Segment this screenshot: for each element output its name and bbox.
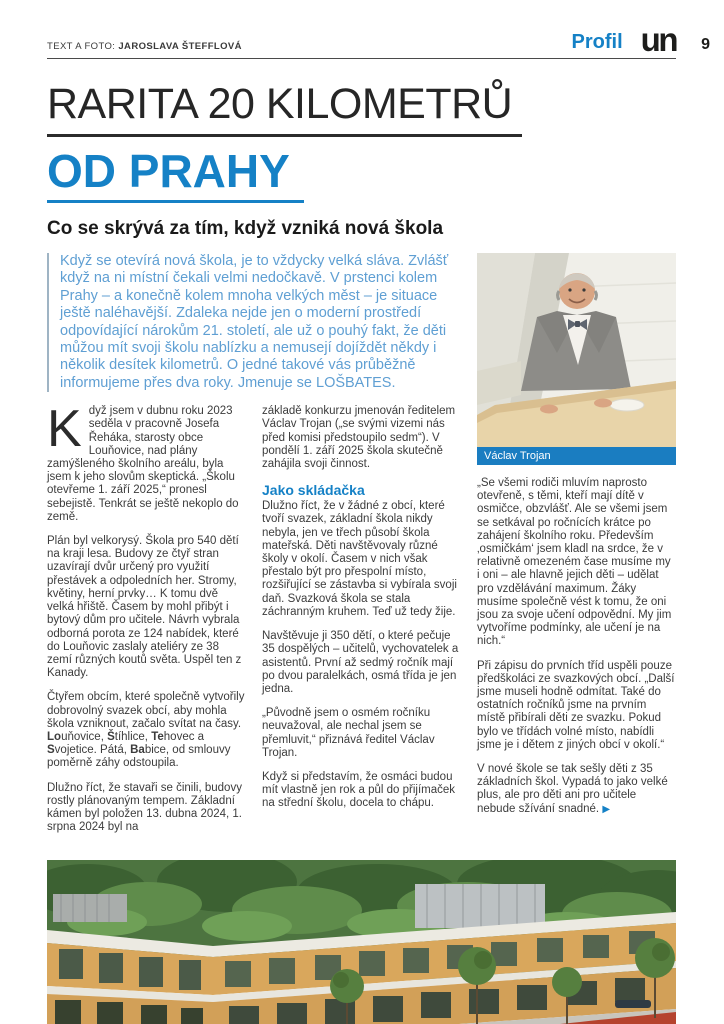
page-number: 9 <box>701 36 710 53</box>
photo-credit: TEXT A FOTO: JAROSLAVA ŠTEFFLOVÁ <box>47 41 242 52</box>
article-title-line2: OD PRAHY <box>47 147 304 203</box>
continue-arrow-icon: ▶ <box>602 803 611 815</box>
body-paragraph: „Původně jsem o osmém ročníku neuvažoval, ale nechal jsem se přemluvit,“ přiznává ředitel Václav Trojan. <box>262 707 435 759</box>
credit-author: JAROSLAVA ŠTEFFLOVÁ <box>118 41 242 52</box>
body-paragraph: Plán byl velkorysý. Škola pro 540 dětí na kraji lesa. Budovy ze čtyř stran uzavírají dvůr určený pro využití přestávek a odpoledních her. Stromy, květiny, herní prvky… K tomu dvě velká hřiště. Časem by mohl přibýt i bytový dům pro učitele. Návrh vybrala odborná porota ze 124 nabídek, které do Louňovic zaslaly ateliéry ze 38 zemí různých koutů světa. Uspěl ten z Kanady. <box>47 535 242 680</box>
text-column-3 <box>477 477 676 816</box>
portrait-photo <box>477 253 676 465</box>
body-paragraph: Když si představím, že osmáci budou mít vlastně jen rok a půl do přijímaček na střední školu, docela to chápu. <box>262 770 456 810</box>
magazine-logo: un <box>640 21 676 58</box>
body-paragraph: Navštěvuje ji 350 dětí, o které pečuje 35 dospělých – učitelů, vychovatelek a asistentů. První až sedmý ročník mají po dvou paralelkách, osmá třída je jen jedna. <box>262 630 459 695</box>
body-paragraph: Když jsem v dubnu roku 2023 seděla v pracovně Josefa Řeháka, starosty obce Louňovice, nad plány zamýšleného školního areálu, byla jsem k jeho slovům skeptická. „Školu otevřeme 1. září 2025,“ pronesl sebejistě. Tenkrát se ještě nekoplo do země. <box>47 400 239 523</box>
body-paragraph: Čtyřem obcím, které společně vytvořily dobrovolný svazek obcí, aby mohla škola vzniknout, začalo svítat na časy. Louňovice, Štíhlice, Tehovec a Svojetice. Pátá, Babice, od smlouvy poměrně záhy odstoupila. <box>47 691 245 770</box>
body-paragraph: Při zápisu do prvních tříd uspěli pouze předškoláci ze svazkových obcí. „Další jsme museli hodně odmítat. Také do ostatních ročníků jsme na prvním místě přibírali děti ze svazku. Pokud bylo ve třídách volné místo, nabídli jsme je i dětem z jiných obcí v okolí.“ <box>477 659 675 751</box>
body-paragraph: V nové škole se tak sešly děti z 35 základních škol. Vypadá to jako velké plus, ale pro děti ani pro učitele nebude sžívání snadné. ▶ <box>477 763 668 815</box>
body-paragraph: základě konkurzu jmenován ředitelem Václav Trojan („se svými vizemi nás před komisi předstoupilo sedm“). V pondělí 1. září 2025 škola skutečně zahájila svoji činnost. <box>262 405 456 471</box>
drop-cap: K <box>47 400 82 459</box>
school-courtyard-photo-image <box>47 860 676 1024</box>
portrait-caption: Václav Trojan <box>477 447 676 465</box>
article-title-line1: RARITA 20 KILOMETRŮ <box>47 81 522 137</box>
lead-paragraph: Když se otevírá nová škola, je to vždycky velká sláva. Zvlášť když na ni místní čekali velmi nedočkavě. V prstenci kolem Prahy – a konečně kolem mnoha velkých měst – je situace ještě naléhavější. Zdaleka nejde jen o moderní prostředí odpovídající nárokům 21. století, ale už o pouhý fakt, že děti můžou mít svoji školu nablízku a nemusejí dojíždět někdy i několik desítek kilometrů. O jedné takové vás průběžně informujeme přes dva roky. Jmenuje se LOŠBATES. <box>60 253 449 391</box>
section-label: Profil <box>571 31 623 53</box>
page-header <box>47 21 676 58</box>
article-subtitle: Co se skrývá za tím, když vzniká nová škola <box>47 218 444 239</box>
body-paragraph: „Se všemi rodiči mluvím naprosto otevřeně, s těmi, kteří mají dítě v osmičce, obzvlášť. Ale se všemi jsem se setkával po ročnících krátce po zahájení školního roku. Především ‚osmičkám‘ jsem kladl na srdce, že v relativně omezeném čase musíme my i oni – ale hlavně jejich děti – udělat pro vzdělávání maximum. Žáky musíme společně vést k tomu, že oni jsou za svoje učení odpovědní. My jim vytvoříme podmínky, ale učení je na nich.“ <box>477 477 672 648</box>
header-divider <box>47 58 676 59</box>
text-column-1 <box>47 400 246 845</box>
body-paragraph: Dlužno říct, že stavaři se činili, budovy rostly plánovaným tempem. Základní kámen byl položen 13. dubna 2024, 1. srpna 2024 byl na <box>47 781 243 834</box>
portrait-photo-image <box>477 253 676 447</box>
section-heading: Jako skládačka <box>262 482 365 499</box>
text-column-2 <box>262 405 461 845</box>
school-courtyard-photo <box>47 860 676 1024</box>
body-paragraph: Dlužno říct, že v žádné z obcí, které tvoří svazek, základní škola nikdy nebyla, jen ve třech působí škola mateřská. Děti navštěvovaly různé školy v okolí. Časem v nich však přestalo být pro přespolní místo, rozšiřující se zástavba si vybírala svoji daň. Svazková škola se stala záchranným kruhem. Teď už tedy žije. <box>262 500 457 618</box>
lead-paragraph-block <box>47 253 461 392</box>
